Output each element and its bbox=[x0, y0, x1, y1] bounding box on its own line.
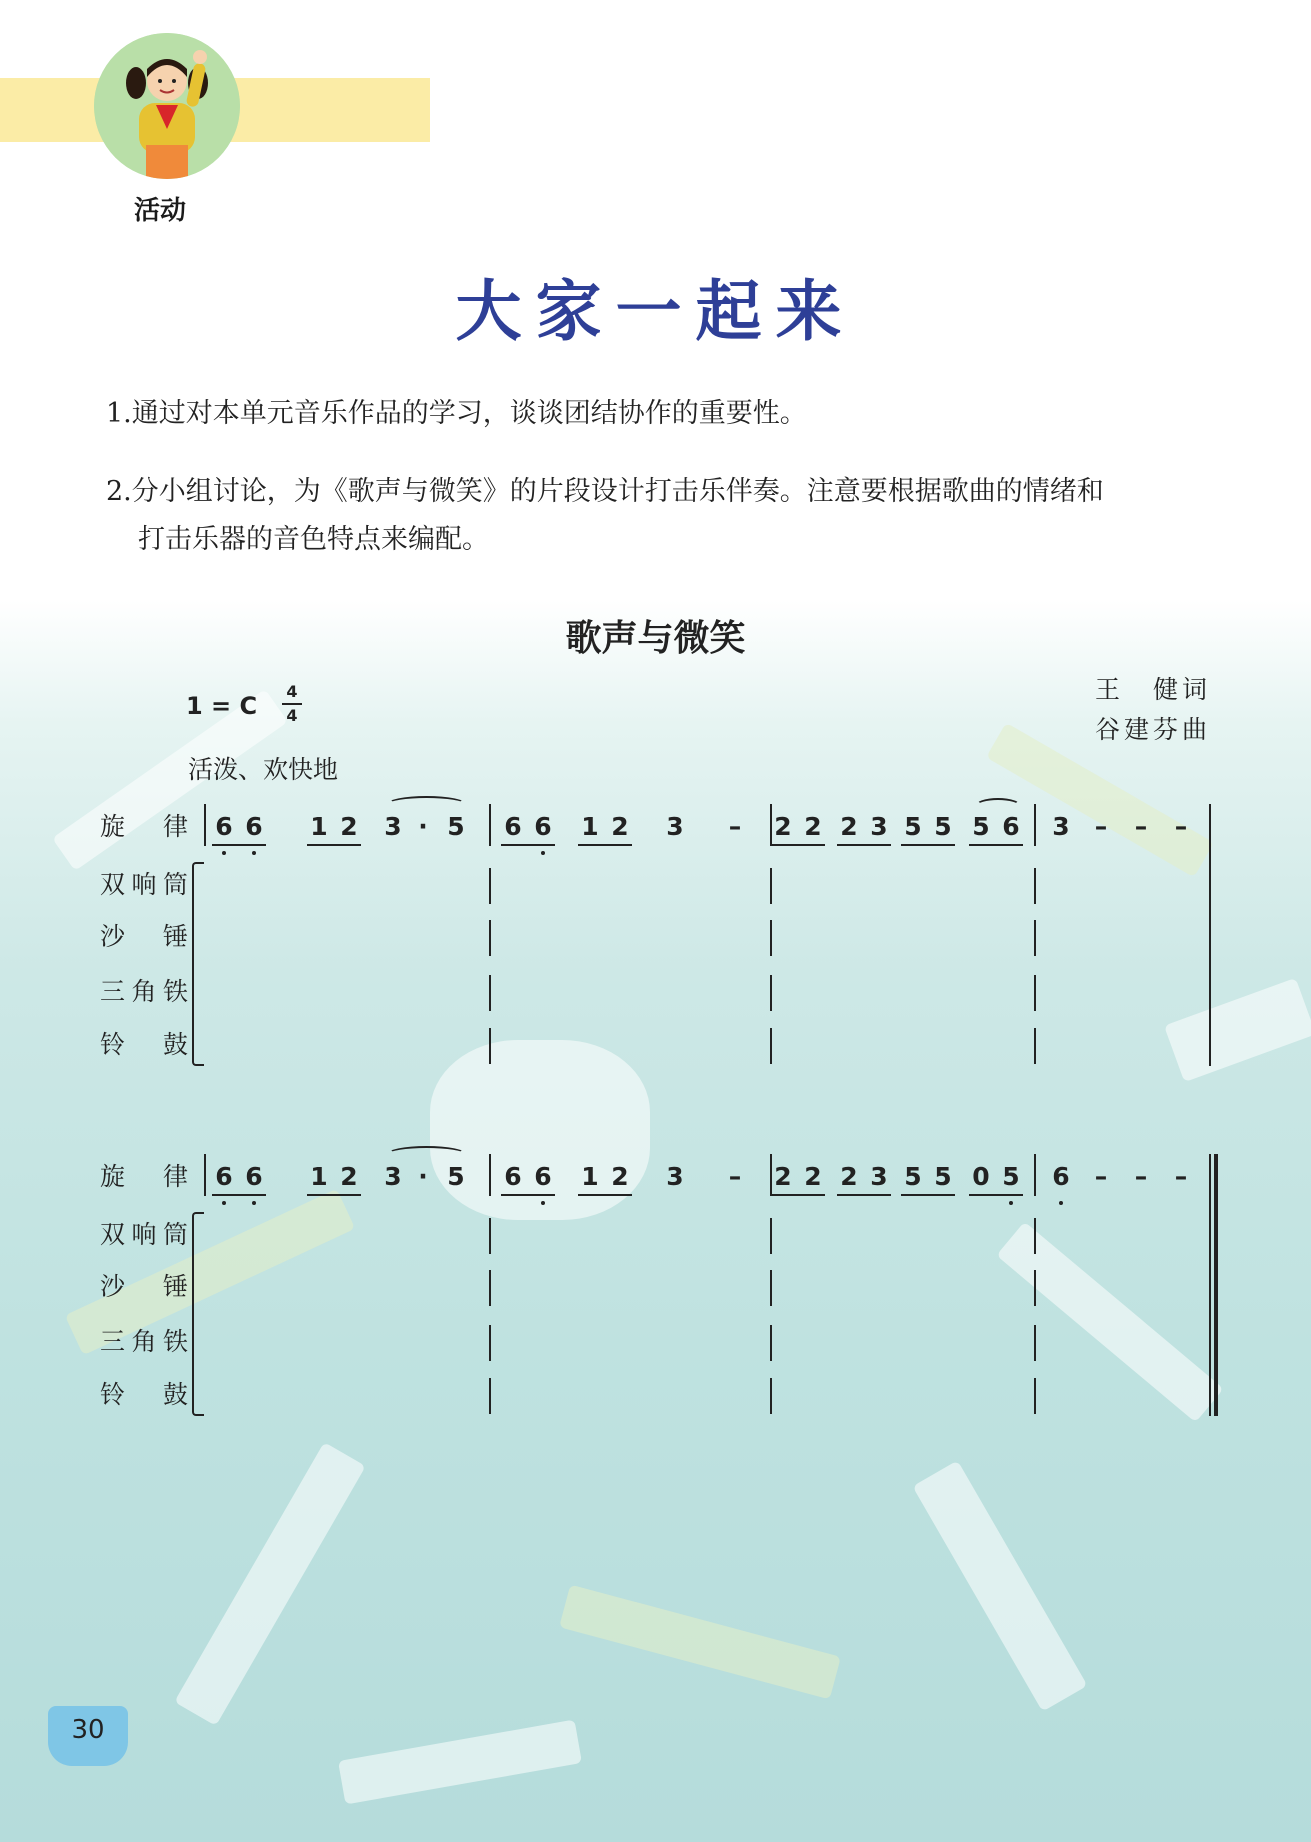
eighth-note-underline bbox=[771, 844, 825, 846]
melody-note: 5 bbox=[1002, 1162, 1020, 1191]
barline bbox=[770, 1154, 772, 1196]
percussion-brace bbox=[192, 862, 204, 1066]
melody-note: 5 bbox=[447, 812, 465, 841]
page-number: 30 bbox=[48, 1706, 128, 1766]
time-signature-bottom: 4 bbox=[282, 703, 302, 727]
low-octave-dot bbox=[222, 851, 226, 855]
barline bbox=[770, 1218, 772, 1254]
barline bbox=[489, 1028, 491, 1064]
tie-slur bbox=[387, 796, 466, 812]
melody-note: 1 bbox=[581, 812, 599, 841]
final-barline bbox=[1209, 804, 1211, 1066]
activity-label: 活动 bbox=[134, 196, 187, 226]
melody-note: – bbox=[1174, 812, 1188, 841]
instrument-label: 铃 鼓 bbox=[100, 1030, 188, 1059]
eighth-note-underline bbox=[501, 844, 555, 846]
melody-note: – bbox=[728, 812, 742, 841]
low-octave-dot bbox=[541, 1201, 545, 1205]
eighth-note-underline bbox=[771, 1194, 825, 1196]
barline bbox=[1034, 1218, 1036, 1254]
eighth-note-underline bbox=[969, 844, 1023, 846]
melody-note: 5 bbox=[447, 1162, 465, 1191]
instrument-label: 双响筒 bbox=[100, 1220, 188, 1249]
melody-note: 5 bbox=[904, 1162, 922, 1191]
melody-note: – bbox=[1134, 1162, 1148, 1191]
melody-note: 6 bbox=[215, 1162, 233, 1191]
instruction-number: 2. bbox=[106, 476, 132, 507]
eighth-note-underline bbox=[578, 1194, 632, 1196]
instrument-label: 旋 律 bbox=[100, 812, 188, 841]
barline bbox=[489, 920, 491, 956]
barline bbox=[770, 804, 772, 846]
key-signature: 1 = C bbox=[186, 692, 258, 720]
song-title: 歌声与微笑 bbox=[565, 618, 746, 659]
melody-note: 6 bbox=[245, 812, 263, 841]
eighth-note-underline bbox=[837, 844, 891, 846]
melody-note: 3 bbox=[384, 812, 402, 841]
melody-note: 3 bbox=[384, 1162, 402, 1191]
instruction-number: 1. bbox=[106, 398, 132, 429]
instrument-label: 旋 律 bbox=[100, 1162, 188, 1191]
barline bbox=[1034, 868, 1036, 904]
melody-note: 3 bbox=[870, 812, 888, 841]
melody-note: 2 bbox=[611, 812, 629, 841]
page-title: 大家一起来 bbox=[455, 273, 856, 350]
barline bbox=[489, 1325, 491, 1361]
melody-note: – bbox=[1094, 1162, 1108, 1191]
tie-slur bbox=[387, 1146, 466, 1162]
barline bbox=[204, 804, 206, 846]
instrument-label: 铃 鼓 bbox=[100, 1380, 188, 1409]
tempo-marking: 活泼、欢快地 bbox=[188, 755, 339, 784]
barline bbox=[1034, 1325, 1036, 1361]
instrument-label: 沙 锤 bbox=[100, 1272, 188, 1301]
barline bbox=[770, 975, 772, 1011]
instrument-label: 三角铁 bbox=[100, 1327, 188, 1356]
barline bbox=[1034, 975, 1036, 1011]
percussion-brace bbox=[192, 1212, 204, 1416]
barline bbox=[1034, 1270, 1036, 1306]
girl-avatar bbox=[94, 33, 240, 179]
melody-note: – bbox=[728, 1162, 742, 1191]
melody-note: 1 bbox=[581, 1162, 599, 1191]
instruction-2 bbox=[106, 468, 1104, 564]
barline bbox=[489, 1378, 491, 1414]
low-octave-dot bbox=[252, 851, 256, 855]
barline bbox=[204, 1154, 206, 1196]
eighth-note-underline bbox=[901, 844, 955, 846]
barline bbox=[1034, 1028, 1036, 1064]
melody-note: 2 bbox=[340, 1162, 358, 1191]
final-barline bbox=[1209, 1154, 1211, 1416]
melody-note: 5 bbox=[904, 812, 922, 841]
melody-note: 6 bbox=[215, 812, 233, 841]
final-barline-thick bbox=[1214, 1154, 1218, 1416]
melody-note: 2 bbox=[340, 812, 358, 841]
melody-note: 6 bbox=[1052, 1162, 1070, 1191]
low-octave-dot bbox=[1059, 1201, 1063, 1205]
melody-note: – bbox=[1174, 1162, 1188, 1191]
melody-note: 2 bbox=[804, 812, 822, 841]
lyricist-credit: 王 健词 bbox=[1094, 675, 1211, 704]
eighth-note-underline bbox=[969, 1194, 1023, 1196]
instrument-label: 双响筒 bbox=[100, 870, 188, 899]
melody-note: · bbox=[418, 812, 428, 841]
low-octave-dot bbox=[252, 1201, 256, 1205]
melody-note: 2 bbox=[840, 812, 858, 841]
eighth-note-underline bbox=[212, 844, 266, 846]
melody-note: 3 bbox=[666, 1162, 684, 1191]
eighth-note-underline bbox=[307, 844, 361, 846]
eighth-note-underline bbox=[578, 844, 632, 846]
melody-note: 6 bbox=[245, 1162, 263, 1191]
melody-note: 3 bbox=[666, 812, 684, 841]
barline bbox=[1034, 1378, 1036, 1414]
barline bbox=[770, 1270, 772, 1306]
barline bbox=[770, 1325, 772, 1361]
low-octave-dot bbox=[541, 851, 545, 855]
barline bbox=[1034, 1154, 1036, 1196]
melody-note: 6 bbox=[504, 1162, 522, 1191]
melody-note: 2 bbox=[611, 1162, 629, 1191]
eighth-note-underline bbox=[307, 1194, 361, 1196]
composer-credit: 谷建芬曲 bbox=[1094, 715, 1211, 744]
melody-note: 0 bbox=[972, 1162, 990, 1191]
barline bbox=[489, 1154, 491, 1196]
time-signature-top: 4 bbox=[286, 682, 298, 701]
melody-note: 1 bbox=[310, 1162, 328, 1191]
melody-note: 2 bbox=[804, 1162, 822, 1191]
tie-slur bbox=[975, 798, 1021, 814]
barline bbox=[489, 868, 491, 904]
barline bbox=[770, 868, 772, 904]
eighth-note-underline bbox=[901, 1194, 955, 1196]
barline bbox=[1034, 920, 1036, 956]
melody-note: 2 bbox=[840, 1162, 858, 1191]
instruction-text: 通过对本单元音乐作品的学习，谈谈团结协作的重要性。 bbox=[131, 398, 807, 429]
barline bbox=[489, 975, 491, 1011]
low-octave-dot bbox=[1009, 1201, 1013, 1205]
melody-note: 3 bbox=[870, 1162, 888, 1191]
melody-note: 6 bbox=[534, 812, 552, 841]
melody-note: 5 bbox=[934, 1162, 952, 1191]
melody-note: 2 bbox=[774, 1162, 792, 1191]
melody-note: 5 bbox=[934, 812, 952, 841]
melody-note: 1 bbox=[310, 812, 328, 841]
barline bbox=[1034, 804, 1036, 846]
melody-note: – bbox=[1094, 812, 1108, 841]
melody-note: 3 bbox=[1052, 812, 1070, 841]
eighth-note-underline bbox=[212, 1194, 266, 1196]
barline bbox=[770, 1028, 772, 1064]
low-octave-dot bbox=[222, 1201, 226, 1205]
instrument-label: 沙 锤 bbox=[100, 922, 188, 951]
barline bbox=[489, 804, 491, 846]
instruction-1 bbox=[106, 390, 807, 438]
barline bbox=[489, 1218, 491, 1254]
background-streak bbox=[430, 1040, 650, 1220]
melody-note: 6 bbox=[1002, 812, 1020, 841]
melody-note: 2 bbox=[774, 812, 792, 841]
instruction-text-continued: 打击乐器的音色特点来编配。 bbox=[138, 524, 489, 555]
instruction-text: 分小组讨论，为《歌声与微笑》的片段设计打击乐伴奏。注意要根据歌曲的情绪和 bbox=[131, 476, 1104, 507]
eighth-note-underline bbox=[501, 1194, 555, 1196]
instrument-label: 三角铁 bbox=[100, 977, 188, 1006]
barline bbox=[489, 1270, 491, 1306]
melody-note: · bbox=[418, 1162, 428, 1191]
barline bbox=[770, 1378, 772, 1414]
melody-note: – bbox=[1134, 812, 1148, 841]
eighth-note-underline bbox=[837, 1194, 891, 1196]
melody-note: 6 bbox=[534, 1162, 552, 1191]
melody-note: 6 bbox=[504, 812, 522, 841]
time-signature bbox=[282, 681, 302, 727]
barline bbox=[770, 920, 772, 956]
melody-note: 5 bbox=[972, 812, 990, 841]
